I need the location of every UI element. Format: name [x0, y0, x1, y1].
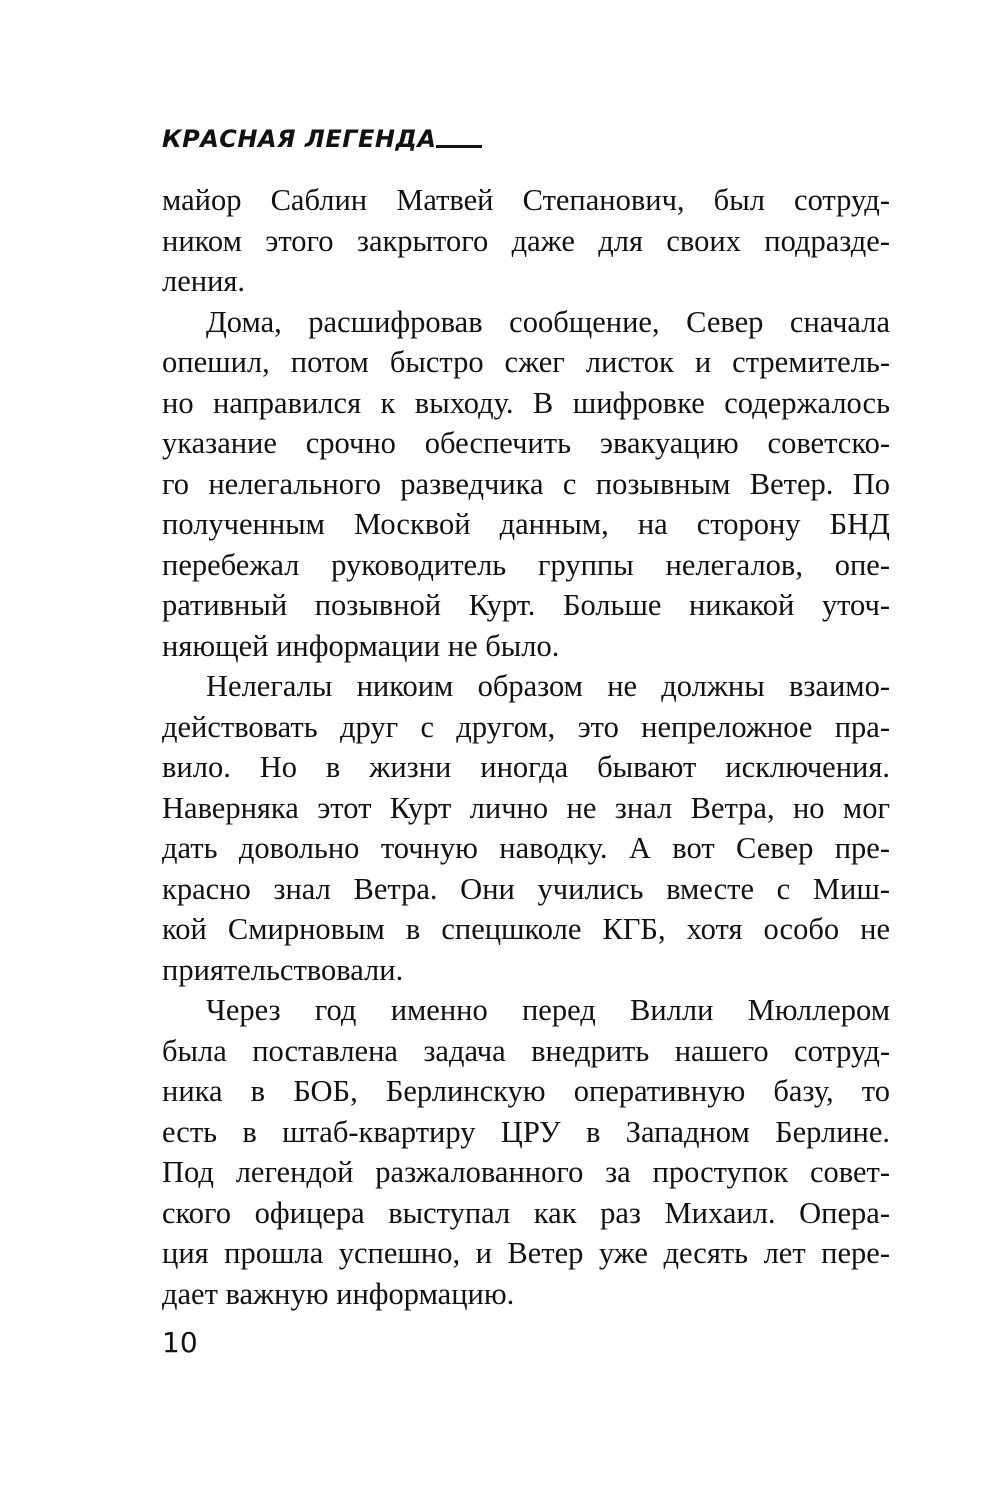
- text-line: Нелегалы никоим образом не должны взаимо-: [206, 669, 890, 703]
- text-line: указание срочно обеспечить эвакуацию советско-: [162, 426, 890, 460]
- text-line: опешил, потом быстро сжег листок и стремитель-: [162, 345, 890, 379]
- paragraph-2: [162, 302, 890, 667]
- text-line: Наверняка этот Курт лично не знал Ветра, но мог: [162, 790, 890, 825]
- text-line: Дома, расшифровав сообщение, Север сначала: [206, 304, 890, 339]
- text-line: красно знал Ветра. Они учились вместе с Миш-: [162, 871, 890, 906]
- text-line: приятельствовали.: [162, 952, 404, 987]
- text-line: ция прошла успешно, и Ветер уже десять лет пере-: [162, 1236, 890, 1270]
- text-line: дать довольно точную наводку. А вот Север пре-: [162, 831, 890, 865]
- paragraph-4: [162, 990, 890, 1314]
- paragraph-1: [162, 180, 890, 302]
- text-line: вило. Но в жизни иногда бывают исключения.: [162, 750, 890, 784]
- text-line: майор Саблин Матвей Степанович, был сотруд-: [162, 183, 890, 217]
- running-head: [162, 114, 482, 154]
- text-line: го нелегального разведчика с позывным Ветер. По: [162, 466, 890, 501]
- text-line: есть в штаб-квартиру ЦРУ в Западном Берлине.: [162, 1114, 890, 1149]
- text-line: няющей информации не было.: [162, 628, 560, 663]
- text-line: была поставлена задача внедрить нашего сотруд-: [162, 1033, 890, 1068]
- text-line: Через год именно перед Вилли Мюллером: [206, 993, 890, 1027]
- body-text: [162, 180, 890, 1314]
- text-line: ского офицера выступал как раз Михаил. Опера-: [162, 1195, 890, 1230]
- text-line: ления.: [162, 264, 246, 298]
- text-line: ником этого закрытого даже для своих подразде-: [162, 223, 890, 258]
- text-line: кой Смирновым в спецшколе КГБ, хотя особо не: [162, 912, 890, 946]
- text-line: ника в БОБ, Берлинскую оперативную базу, то: [162, 1074, 890, 1108]
- page-number: 10: [162, 1326, 198, 1359]
- text-line: дает важную информацию.: [162, 1276, 515, 1311]
- text-line: полученным Москвой данным, на сторону БНД: [162, 507, 890, 541]
- text-line: действовать друг с другом, это непреложное пра-: [162, 709, 890, 744]
- text-line: Под легендой разжалованного за проступок совет-: [162, 1155, 890, 1189]
- running-head-title: КРАСНАЯ ЛЕГЕНДА: [162, 125, 437, 153]
- paragraph-3: [162, 666, 890, 990]
- running-head-rule: [436, 145, 482, 148]
- text-line: но направился к выходу. В шифровке содержалось: [162, 385, 890, 420]
- text-line: ративный позывной Курт. Больше никакой уточ-: [162, 588, 890, 622]
- text-line: перебежал руководитель группы нелегалов, опе-: [162, 547, 890, 582]
